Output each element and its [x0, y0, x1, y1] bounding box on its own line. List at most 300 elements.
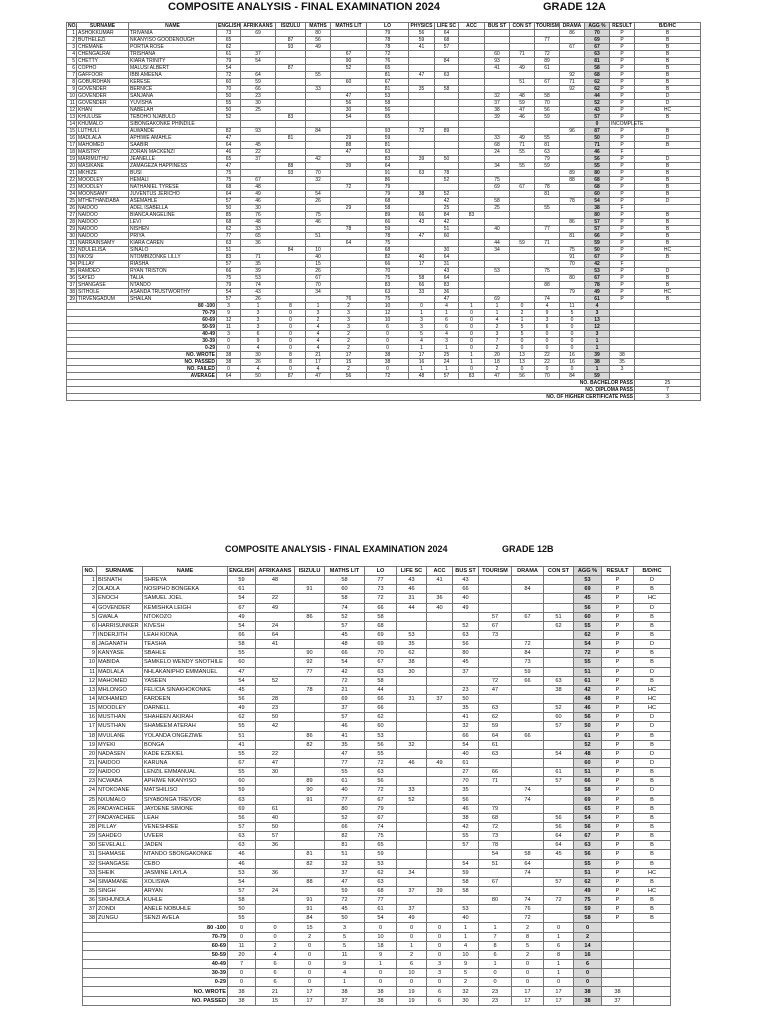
summary-cell: 38: [228, 987, 256, 996]
table-cell: [427, 905, 453, 914]
table-cell: P: [610, 142, 635, 149]
summary-cell: 4: [241, 366, 276, 373]
table-cell: [276, 107, 306, 114]
table-cell: [459, 247, 485, 254]
table-cell: 58: [228, 640, 256, 649]
table-cell: 1: [83, 576, 97, 585]
table-cell: 77: [325, 758, 365, 767]
table-cell: 55: [228, 768, 256, 777]
table-cell: 63: [409, 170, 435, 177]
table-cell: 34: [397, 868, 427, 877]
table-cell: 55: [510, 149, 535, 156]
table-cell: 80: [560, 275, 585, 282]
table-cell: 43: [585, 107, 610, 114]
summary-cell: 3: [217, 331, 241, 338]
table-cell: [256, 859, 295, 868]
table-cell: 49: [228, 704, 256, 713]
column-header: B/D/HC: [635, 23, 701, 30]
table-cell: 62: [574, 630, 602, 639]
table-cell: 33: [241, 226, 276, 233]
table-cell: 83: [367, 282, 409, 289]
table-cell: 55: [510, 163, 535, 170]
table-row: [67, 205, 701, 212]
table-cell: P: [602, 694, 634, 703]
table-cell: 68: [585, 177, 610, 184]
table-cell: P: [602, 786, 634, 795]
summary-cell: 0: [535, 331, 560, 338]
table-cell: [459, 86, 485, 93]
table-cell: 93: [367, 128, 409, 135]
table-cell: 66: [367, 261, 409, 268]
table-cell: SANJANA: [129, 93, 217, 100]
summary-cell: [610, 345, 635, 352]
table-cell: 78: [331, 226, 367, 233]
table-cell: 30: [397, 667, 427, 676]
table-cell: 38: [485, 107, 510, 114]
table-cell: [512, 685, 544, 694]
table-cell: 35: [409, 86, 435, 93]
table-cell: 50: [217, 205, 241, 212]
summary-cell: 20: [485, 352, 510, 359]
summary-cell: 0: [560, 331, 585, 338]
summary-cell: 11: [560, 303, 585, 310]
table-cell: 69: [485, 184, 510, 191]
table-cell: B: [634, 585, 671, 594]
table-cell: [397, 804, 427, 813]
table-cell: MAHOMED: [97, 676, 143, 685]
table-cell: 39: [427, 886, 453, 895]
table-cell: [485, 254, 510, 261]
table-cell: [512, 594, 544, 603]
table-cell: [544, 905, 574, 914]
table-cell: [459, 296, 485, 303]
summary-cell: 3: [241, 324, 276, 331]
table-cell: P: [610, 268, 635, 275]
table-cell: [397, 685, 427, 694]
column-header: LIFE SC: [435, 23, 459, 30]
table-cell: 42: [585, 261, 610, 268]
table-cell: [535, 177, 560, 184]
table-cell: [510, 177, 535, 184]
table-cell: 28: [83, 822, 97, 831]
summary-cell: 5: [510, 331, 535, 338]
summary-cell: 38: [602, 987, 634, 996]
table-cell: [512, 886, 544, 895]
summary-row: [83, 950, 671, 959]
table-cell: [459, 65, 485, 72]
table-cell: [276, 100, 306, 107]
summary-cell: 1: [365, 960, 397, 969]
table-cell: 58: [585, 65, 610, 72]
summary-cell: 0: [427, 932, 453, 941]
table-cell: BISNATH: [97, 576, 143, 585]
table-cell: 47: [331, 149, 367, 156]
table-cell: [479, 914, 512, 923]
table-cell: 74: [365, 822, 397, 831]
table-cell: 37: [397, 905, 427, 914]
table-cell: [276, 212, 306, 219]
table-cell: P: [602, 640, 634, 649]
grade-12b-title: COMPOSITE ANALYSIS - FINAL EXAMINATION 2024: [225, 544, 448, 554]
table-cell: [331, 282, 367, 289]
table-cell: 48: [241, 219, 276, 226]
table-row: [67, 296, 701, 303]
table-cell: [397, 676, 427, 685]
table-cell: 46: [397, 585, 427, 594]
table-cell: 55: [453, 832, 479, 841]
table-cell: 5: [67, 58, 77, 65]
table-cell: [560, 114, 585, 121]
table-cell: [459, 191, 485, 198]
table-cell: 65: [217, 37, 241, 44]
table-cell: [331, 261, 367, 268]
summary-cell: 2: [453, 978, 479, 987]
table-cell: [331, 37, 367, 44]
table-cell: 32: [453, 722, 479, 731]
table-cell: [295, 621, 325, 630]
table-cell: 63: [544, 676, 574, 685]
table-cell: [427, 877, 453, 886]
table-cell: P: [602, 740, 634, 749]
table-cell: [479, 786, 512, 795]
table-cell: [459, 121, 485, 128]
summary-cell: 15: [331, 359, 367, 366]
table-cell: 66: [409, 212, 435, 219]
table-cell: 2: [83, 585, 97, 594]
table-cell: 59: [325, 886, 365, 895]
pass-count-label: NO. OF HIGHER CERTIFICATE PASS: [67, 394, 635, 401]
table-cell: P: [610, 44, 635, 51]
summary-row: [67, 359, 701, 366]
table-cell: 84: [276, 247, 306, 254]
table-cell: 64: [435, 30, 459, 37]
table-cell: [560, 93, 585, 100]
table-cell: P: [610, 275, 635, 282]
summary-cell: 3: [241, 310, 276, 317]
table-cell: 33: [83, 868, 97, 877]
table-cell: 24: [485, 149, 510, 156]
table-cell: 57: [544, 877, 574, 886]
table-cell: 58: [453, 886, 479, 895]
summary-cell: 3: [485, 331, 510, 338]
table-cell: 56: [228, 694, 256, 703]
table-cell: 67: [510, 184, 535, 191]
summary-row: [67, 317, 701, 324]
table-cell: [459, 177, 485, 184]
table-cell: 9: [83, 649, 97, 658]
summary-cell: 0: [560, 324, 585, 331]
table-cell: B: [634, 676, 671, 685]
table-cell: B: [634, 877, 671, 886]
table-row: [67, 44, 701, 51]
table-cell: 62: [585, 79, 610, 86]
column-header: CON ST: [510, 23, 535, 30]
table-cell: [485, 282, 510, 289]
table-cell: [459, 198, 485, 205]
table-cell: 63: [228, 841, 256, 850]
table-cell: 18: [83, 731, 97, 740]
table-cell: D: [634, 713, 671, 722]
table-cell: 43: [241, 289, 276, 296]
table-cell: 71: [241, 254, 276, 261]
table-cell: KEMISHKA LEIGH: [143, 603, 228, 612]
table-cell: 47: [331, 93, 367, 100]
table-cell: 56: [574, 603, 602, 612]
table-cell: 10: [83, 658, 97, 667]
table-cell: 66: [453, 585, 479, 594]
table-cell: 45: [453, 658, 479, 667]
table-cell: [295, 813, 325, 822]
table-cell: [306, 114, 331, 121]
table-cell: 64: [544, 841, 574, 850]
table-cell: 25: [83, 795, 97, 804]
table-cell: CHEMANE: [77, 44, 129, 51]
table-cell: 91: [295, 585, 325, 594]
table-cell: P: [602, 768, 634, 777]
summary-cell: 0: [276, 331, 306, 338]
table-cell: B: [635, 184, 701, 191]
table-cell: [544, 886, 574, 895]
table-cell: [535, 212, 560, 219]
summary-cell: 5: [325, 932, 365, 941]
table-cell: [435, 135, 459, 142]
table-cell: [453, 850, 479, 859]
table-cell: 91: [560, 254, 585, 261]
table-cell: 57: [585, 226, 610, 233]
table-cell: [453, 896, 479, 905]
table-cell: SIBONGAKONKE PHINDILE: [129, 121, 217, 128]
table-cell: [256, 667, 295, 676]
table-row: [67, 240, 701, 247]
table-cell: [295, 694, 325, 703]
summary-cell: 20: [228, 950, 256, 959]
table-cell: GOVENDER: [77, 93, 129, 100]
table-cell: [397, 749, 427, 758]
table-cell: [459, 184, 485, 191]
table-cell: [544, 740, 574, 749]
table-cell: [427, 704, 453, 713]
table-cell: 67: [585, 275, 610, 282]
table-cell: [459, 268, 485, 275]
table-cell: [306, 79, 331, 86]
table-cell: NHLAKANIPHO EMMANUEL: [143, 667, 228, 676]
table-cell: SHEIK: [97, 868, 143, 877]
table-cell: 52: [453, 621, 479, 630]
table-cell: 51: [510, 79, 535, 86]
table-cell: [544, 795, 574, 804]
table-cell: 20: [67, 163, 77, 170]
table-row: [83, 822, 671, 831]
table-cell: [331, 156, 367, 163]
table-cell: B: [635, 275, 701, 282]
table-cell: [544, 868, 574, 877]
table-cell: 11: [67, 100, 77, 107]
table-cell: 84: [435, 212, 459, 219]
table-cell: B: [634, 612, 671, 621]
table-cell: 58: [367, 205, 409, 212]
table-cell: 73: [479, 832, 512, 841]
table-cell: [367, 121, 409, 128]
table-cell: [560, 58, 585, 65]
table-cell: 40: [256, 813, 295, 822]
table-row: [67, 198, 701, 205]
table-cell: [435, 184, 459, 191]
table-cell: 86: [295, 731, 325, 740]
summary-cell: 25: [435, 352, 459, 359]
table-cell: SIYABONGA TREVOR: [143, 795, 228, 804]
table-cell: 60: [485, 51, 510, 58]
column-header: LIFE SC: [397, 567, 427, 576]
table-cell: 81: [367, 142, 409, 149]
table-cell: 32: [485, 93, 510, 100]
table-cell: 64: [479, 731, 512, 740]
table-cell: 48: [256, 576, 295, 585]
summary-cell: 2: [256, 941, 295, 950]
table-cell: P: [610, 212, 635, 219]
summary-cell: [602, 932, 634, 941]
table-cell: [276, 261, 306, 268]
summary-cell: 17: [512, 987, 544, 996]
table-cell: 68: [485, 142, 510, 149]
table-cell: 48: [574, 694, 602, 703]
table-cell: D: [634, 640, 671, 649]
summary-cell: 15: [256, 996, 295, 1005]
table-cell: BERNICE: [129, 86, 217, 93]
table-cell: P: [602, 841, 634, 850]
table-cell: [544, 667, 574, 676]
summary-label: 80 -100: [83, 923, 228, 932]
summary-cell: 6: [397, 960, 427, 969]
summary-cell: 2: [331, 338, 367, 345]
table-cell: [331, 212, 367, 219]
table-cell: 37: [325, 868, 365, 877]
table-cell: LEAH KIONA: [143, 630, 228, 639]
table-row: [67, 177, 701, 184]
table-cell: [397, 850, 427, 859]
table-row: [83, 649, 671, 658]
summary-cell: 2: [512, 923, 544, 932]
table-cell: [427, 896, 453, 905]
summary-cell: 6: [427, 987, 453, 996]
table-cell: [409, 79, 435, 86]
table-cell: 2: [67, 37, 77, 44]
summary-row: [83, 987, 671, 996]
summary-cell: [634, 969, 671, 978]
table-row: [67, 135, 701, 142]
table-cell: NOSIPHO BONGEKA: [143, 585, 228, 594]
table-cell: HC: [634, 594, 671, 603]
table-cell: 22: [241, 149, 276, 156]
table-cell: 4: [83, 603, 97, 612]
table-cell: TIRVENGADUM: [77, 296, 129, 303]
summary-cell: 1: [435, 366, 459, 373]
table-cell: 88: [276, 163, 306, 170]
table-cell: 42: [574, 685, 602, 694]
summary-cell: 0: [574, 978, 602, 987]
table-cell: [510, 37, 535, 44]
summary-cell: 38: [228, 996, 256, 1005]
summary-cell: 4: [485, 317, 510, 324]
table-cell: 86: [560, 219, 585, 226]
table-cell: ADEL ISABELLA: [129, 205, 217, 212]
summary-cell: 0: [397, 932, 427, 941]
table-cell: D: [635, 268, 701, 275]
table-cell: 61: [535, 65, 560, 72]
summary-cell: 2: [397, 950, 427, 959]
table-cell: 45: [228, 685, 256, 694]
summary-cell: 3: [585, 310, 610, 317]
table-cell: 40: [306, 254, 331, 261]
summary-cell: 0: [510, 303, 535, 310]
table-row: [67, 121, 701, 128]
table-cell: 36: [427, 594, 453, 603]
table-cell: NISHEN: [129, 226, 217, 233]
column-header: NAME: [143, 567, 228, 576]
table-cell: B: [635, 65, 701, 72]
pass-count-row: [67, 394, 701, 401]
table-cell: [544, 694, 574, 703]
table-cell: [256, 612, 295, 621]
table-cell: SHAMEEM ATERAH: [143, 722, 228, 731]
table-cell: BONGA: [143, 740, 228, 749]
table-cell: 63: [435, 72, 459, 79]
table-cell: [635, 205, 701, 212]
table-cell: 55: [535, 135, 560, 142]
table-cell: 63: [367, 289, 409, 296]
table-cell: 52: [217, 114, 241, 121]
table-row: [83, 694, 671, 703]
table-cell: [435, 100, 459, 107]
column-header: AGG %: [574, 567, 602, 576]
table-row: [67, 149, 701, 156]
summary-cell: 12: [585, 324, 610, 331]
table-cell: 73: [512, 658, 544, 667]
table-cell: P: [610, 163, 635, 170]
table-cell: 60: [228, 777, 256, 786]
table-cell: ZORAN MACKENZI: [129, 149, 217, 156]
table-cell: 59: [453, 868, 479, 877]
table-cell: NARRAINSAMY: [77, 240, 129, 247]
table-cell: 49: [510, 65, 535, 72]
table-cell: [306, 296, 331, 303]
summary-cell: 1: [397, 941, 427, 950]
table-cell: P: [602, 850, 634, 859]
summary-cell: 0: [295, 978, 325, 987]
table-cell: 77: [535, 37, 560, 44]
summary-cell: [635, 359, 701, 366]
table-cell: 68: [367, 198, 409, 205]
summary-cell: 0: [427, 950, 453, 959]
table-cell: B: [634, 841, 671, 850]
summary-cell: 1: [585, 345, 610, 352]
table-cell: [479, 576, 512, 585]
table-cell: 60: [574, 758, 602, 767]
table-cell: 32: [306, 177, 331, 184]
table-cell: [479, 649, 512, 658]
table-cell: [295, 722, 325, 731]
table-cell: [241, 170, 276, 177]
table-cell: 47: [409, 233, 435, 240]
table-cell: B: [635, 296, 701, 303]
table-cell: 46: [397, 758, 427, 767]
table-cell: P: [610, 79, 635, 86]
table-cell: 72: [325, 896, 365, 905]
table-cell: [306, 205, 331, 212]
table-cell: 65: [365, 841, 397, 850]
table-cell: [256, 731, 295, 740]
table-cell: 45: [325, 630, 365, 639]
table-cell: B: [635, 58, 701, 65]
